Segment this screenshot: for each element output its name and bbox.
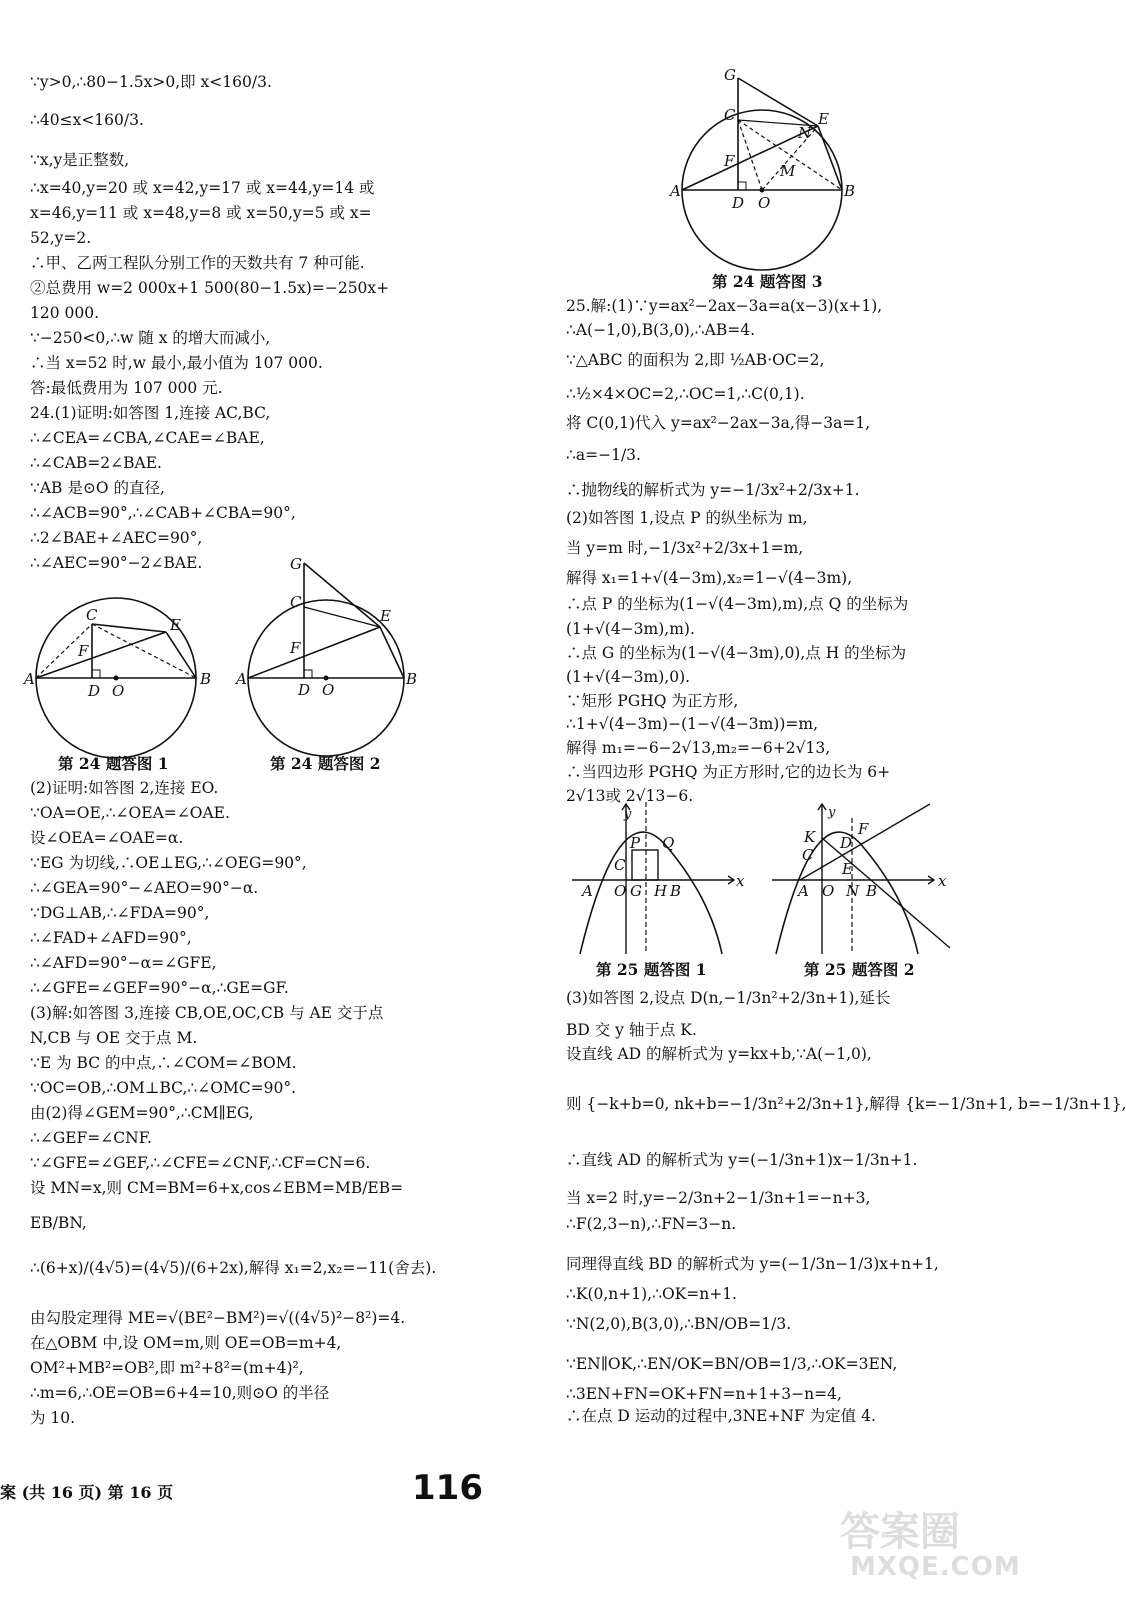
svg-text:P: P — [630, 834, 641, 852]
svg-text:B: B — [670, 882, 682, 900]
text-line: ∵DG⊥AB,∴∠FDA=90°, — [30, 904, 210, 922]
svg-text:G: G — [290, 555, 302, 573]
svg-text:D: D — [88, 682, 101, 700]
text-line: 为 10. — [30, 1409, 76, 1427]
figure-25-1 — [570, 798, 750, 958]
text-line: ∴甲、乙两工程队分别工作的天数共有 7 种可能. — [30, 254, 365, 272]
svg-text:C: C — [724, 106, 736, 124]
svg-text:D: D — [732, 194, 745, 212]
svg-text:O: O — [822, 882, 835, 900]
text-line: ∴∠CAB=2∠BAE. — [30, 454, 162, 472]
text-line: ∴A(−1,0),B(3,0),∴AB=4. — [566, 321, 755, 339]
text-line: ∴∠AFD=90°−α=∠GFE, — [30, 954, 217, 972]
text-line: ∴2∠BAE+∠AEC=90°, — [30, 529, 203, 547]
text-line: ∴∠GEA=90°−∠AEO=90°−α. — [30, 879, 259, 897]
text-line: 当 y=m 时,−1/3x²+2/3x+1=m, — [566, 539, 804, 557]
watermark-bottom: MXQE.COM — [850, 1552, 1021, 1582]
text-line: ∴∠FAD+∠AFD=90°, — [30, 929, 192, 947]
text-line: ∴点 P 的坐标为(1−√(4−3m),m),点 Q 的坐标为 — [566, 595, 909, 613]
figure-24-3 — [668, 60, 868, 280]
text-line: ∴直线 AD 的解析式为 y=(−1/3n+1)x−1/3n+1. — [566, 1151, 918, 1169]
text-line: OM²+MB²=OB²,即 m²+8²=(m+4)², — [30, 1359, 304, 1377]
svg-text:A: A — [236, 670, 247, 688]
text-line: ∴1+√(4−3m)−(1−√(4−3m))=m, — [566, 715, 819, 733]
text-line: 将 C(0,1)代入 y=ax²−2ax−3a,得−3a=1, — [566, 414, 871, 432]
text-line: ∴3EN+FN=OK+FN=n+1+3−n=4, — [566, 1385, 842, 1403]
svg-text:H: H — [654, 882, 668, 900]
page-footer: 案 (共 16 页) 第 16 页 — [0, 1483, 174, 1502]
svg-text:F: F — [290, 639, 301, 657]
text-line: ∵OC=OB,∴OM⊥BC,∴∠OMC=90°. — [30, 1079, 297, 1097]
svg-text:E: E — [380, 607, 391, 625]
text-line: 在△OBM 中,设 OM=m,则 OE=OB=m+4, — [30, 1334, 342, 1352]
svg-text:O: O — [322, 681, 335, 699]
text-line: ∵−250<0,∴w 随 x 的增大而减小, — [30, 329, 271, 347]
watermark-logo — [832, 1500, 1021, 1590]
text-line: ∵矩形 PGHQ 为正方形, — [566, 692, 739, 710]
text-line: 120 000. — [30, 304, 100, 322]
text-line: (3)如答图 2,设点 D(n,−1/3n²+2/3n+1),延长 — [566, 989, 891, 1007]
svg-text:K: K — [804, 828, 816, 846]
text-line: 由勾股定理得 ME=√(BE²−BM²)=√((4√5)²−8²)=4. — [30, 1309, 406, 1327]
svg-text:F: F — [78, 642, 89, 660]
svg-text:x: x — [938, 872, 947, 890]
svg-text:G: G — [724, 66, 736, 84]
svg-text:Q: Q — [662, 834, 675, 852]
svg-text:C: C — [290, 593, 302, 611]
text-line: ∵AB 是⊙O 的直径, — [30, 479, 165, 497]
text-line: 答:最低费用为 107 000 元. — [30, 379, 223, 397]
text-line: 2√13或 2√13−6. — [566, 787, 694, 805]
figure-25-2 — [770, 798, 970, 958]
text-line: 52,y=2. — [30, 229, 92, 247]
text-line: 当 x=2 时,y=−2/3n+2−1/3n+1=−n+3, — [566, 1189, 871, 1207]
text-line: ∴∠CEA=∠CBA,∠CAE=∠BAE, — [30, 429, 265, 447]
svg-text:E: E — [818, 110, 829, 128]
text-line: ∵y>0,∴80−1.5x>0,即 x<160/3. — [30, 73, 272, 91]
figure-caption: 第 25 题答图 1 — [596, 960, 707, 979]
figure-24-1 — [24, 600, 220, 760]
svg-text:C: C — [802, 846, 814, 864]
svg-text:B: B — [406, 670, 418, 688]
svg-text:O: O — [112, 682, 125, 700]
svg-text:G: G — [630, 882, 642, 900]
text-line: 解得 x₁=1+√(4−3m),x₂=1−√(4−3m), — [566, 569, 853, 587]
text-line: 由(2)得∠GEM=90°,∴CM∥EG, — [30, 1104, 254, 1122]
svg-text:A: A — [24, 670, 35, 688]
text-line: ∴∠GEF=∠CNF. — [30, 1129, 152, 1147]
figure-caption: 第 24 题答图 1 — [58, 754, 169, 773]
text-line: ∴½×4×OC=2,∴OC=1,∴C(0,1). — [566, 385, 805, 403]
text-line: (1+√(4−3m),m). — [566, 620, 695, 638]
text-line: ∴K(0,n+1),∴OK=n+1. — [566, 1285, 737, 1303]
figure-caption: 第 24 题答图 3 — [712, 272, 823, 291]
text-line: ∵N(2,0),B(3,0),∴BN/OB=1/3. — [566, 1315, 792, 1333]
text-line: ∴抛物线的解析式为 y=−1/3x²+2/3x+1. — [566, 481, 860, 499]
svg-text:y: y — [624, 807, 632, 822]
figure-24-2 — [236, 555, 436, 755]
svg-text:y: y — [828, 805, 836, 820]
text-line: (1+√(4−3m),0). — [566, 668, 691, 686]
text-line: ∴a=−1/3. — [566, 446, 641, 464]
text-line: ∴∠AEC=90°−2∠BAE. — [30, 554, 203, 572]
text-line: ∵EG 为切线,∴OE⊥EG,∴∠OEG=90°, — [30, 854, 307, 872]
text-line: BD 交 y 轴于点 K. — [566, 1021, 697, 1039]
text-line: EB/BN, — [30, 1214, 87, 1232]
figure-caption: 第 24 题答图 2 — [270, 754, 381, 773]
text-line: ∵OA=OE,∴∠OEA=∠OAE. — [30, 804, 230, 822]
text-line: ∴∠ACB=90°,∴∠CAB+∠CBA=90°, — [30, 504, 296, 522]
text-line: 25.解:(1)∵y=ax²−2ax−3a=a(x−3)(x+1), — [566, 297, 883, 315]
text-line: 设直线 AD 的解析式为 y=kx+b,∵A(−1,0), — [566, 1045, 872, 1063]
svg-text:D: D — [840, 834, 853, 852]
svg-text:C: C — [614, 856, 626, 874]
text-line: 同理得直线 BD 的解析式为 y=(−1/3n−1/3)x+n+1, — [566, 1255, 939, 1273]
text-line: ②总费用 w=2 000x+1 500(80−1.5x)=−250x+ — [30, 279, 390, 297]
svg-text:A: A — [670, 182, 681, 200]
watermark-top: 答案圈 — [840, 1509, 960, 1555]
svg-text:F: F — [858, 820, 869, 838]
svg-text:F: F — [724, 152, 735, 170]
text-line: ∴x=40,y=20 或 x=42,y=17 或 x=44,y=14 或 — [30, 179, 375, 197]
text-line: ∴∠GFE=∠GEF=90°−α,∴GE=GF. — [30, 979, 289, 997]
text-line: ∴当 x=52 时,w 最小,最小值为 107 000. — [30, 354, 323, 372]
text-line: ∴40≤x<160/3. — [30, 111, 144, 129]
text-line: ∵E 为 BC 的中点,∴∠COM=∠BOM. — [30, 1054, 297, 1072]
text-line: ∵x,y是正整数, — [30, 151, 130, 169]
text-line: ∵∠GFE=∠GEF,∴∠CFE=∠CNF,∴CF=CN=6. — [30, 1154, 371, 1172]
text-line: 解得 m₁=−6−2√13,m₂=−6+2√13, — [566, 739, 831, 757]
svg-text:C: C — [86, 606, 98, 624]
svg-text:B: B — [200, 670, 212, 688]
svg-text:E: E — [842, 860, 853, 878]
svg-text:O: O — [614, 882, 627, 900]
svg-text:M: M — [780, 162, 796, 180]
svg-text:A: A — [582, 882, 593, 900]
svg-text:E: E — [170, 616, 181, 634]
svg-text:D: D — [298, 681, 311, 699]
text-line: 设∠OEA=∠OAE=α. — [30, 829, 184, 847]
text-line: 设 MN=x,则 CM=BM=6+x,cos∠EBM=MB/EB= — [30, 1179, 404, 1197]
text-line: ∵△ABC 的面积为 2,即 ½AB·OC=2, — [566, 351, 825, 369]
text-line: N,CB 与 OE 交于点 M. — [30, 1029, 198, 1047]
text-line: ∴m=6,∴OE=OB=6+4=10,则⊙O 的半径 — [30, 1384, 330, 1402]
figure-caption: 第 25 题答图 2 — [804, 960, 915, 979]
text-line: 24.(1)证明:如答图 1,连接 AC,BC, — [30, 404, 271, 422]
svg-text:N: N — [846, 882, 860, 900]
text-line: 则 {−k+b=0, nk+b=−1/3n²+2/3n+1},解得 {k=−1/3n+1, b=−1/3n+1}, — [566, 1095, 1126, 1113]
svg-text:N: N — [798, 124, 812, 142]
svg-text:B: B — [866, 882, 878, 900]
svg-text:O: O — [758, 194, 771, 212]
svg-text:x: x — [736, 872, 745, 890]
svg-text:A: A — [798, 882, 809, 900]
page-number: 116 — [412, 1468, 483, 1508]
text-line: ∴在点 D 运动的过程中,3NE+NF 为定值 4. — [566, 1407, 876, 1425]
text-line: (2)证明:如答图 2,连接 EO. — [30, 779, 219, 797]
text-line: ∴点 G 的坐标为(1−√(4−3m),0),点 H 的坐标为 — [566, 644, 907, 662]
text-line: (3)解:如答图 3,连接 CB,OE,OC,CB 与 AE 交于点 — [30, 1004, 384, 1022]
text-line: (2)如答图 1,设点 P 的纵坐标为 m, — [566, 509, 808, 527]
text-line: ∴当四边形 PGHQ 为正方形时,它的边长为 6+ — [566, 763, 891, 781]
text-line: x=46,y=11 或 x=48,y=8 或 x=50,y=5 或 x= — [30, 204, 372, 222]
text-line: ∵EN∥OK,∴EN/OK=BN/OB=1/3,∴OK=3EN, — [566, 1355, 898, 1373]
text-line: ∴(6+x)/(4√5)=(4√5)/(6+2x),解得 x₁=2,x₂=−11(舍去). — [30, 1259, 437, 1277]
svg-text:B: B — [844, 182, 856, 200]
text-line: ∴F(2,3−n),∴FN=3−n. — [566, 1215, 737, 1233]
